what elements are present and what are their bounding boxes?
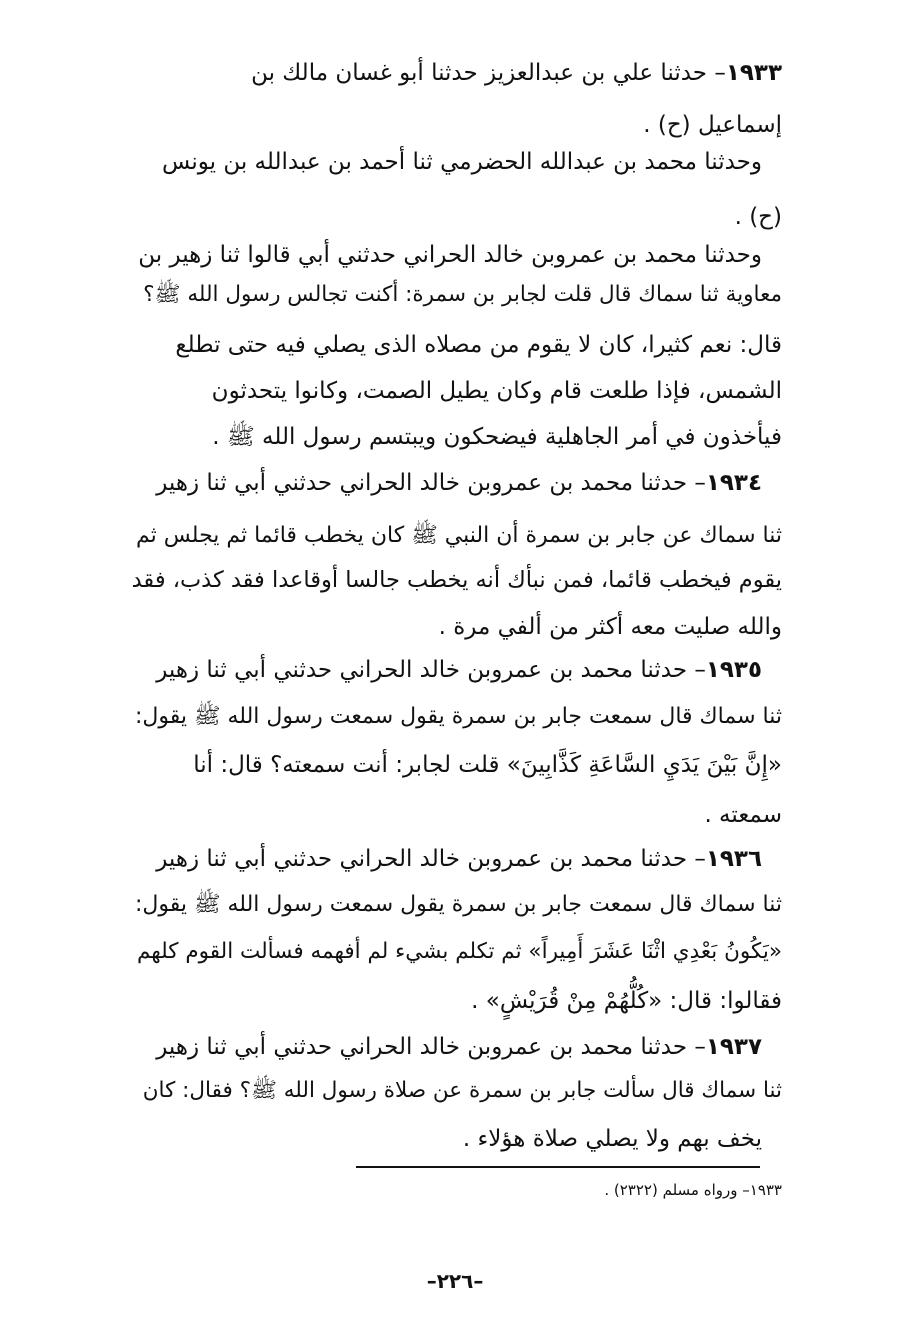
hadith-1934-line-3: يقوم فيخطب قائما، فمن نبأك أنه يخطب جالسا أوقاعدا فقد كذب، فقد: [131, 567, 782, 593]
hadith-1933-line-8: الشمس، فإذا طلعت قام وكان يطيل الصمت، وكانوا يتحدثون: [211, 378, 782, 404]
hadith-1937-line-2: ثنا سماك قال سألت جابر بن سمرة عن صلاة رسول الله ﷺ؟ فقال: كان: [142, 1078, 782, 1103]
hadith-text: – حدثنا محمد بن عمروبن خالد الحراني حدثني أبي ثنا زهير: [156, 657, 706, 683]
hadith-1936-line-3: «يَكُونُ بَعْدِي اثْنَا عَشَرَ أَمِيراً» ثم تكلم بشيء لم أفهمه فسألت القوم كلهم: [136, 939, 782, 964]
hadith-number-1933: ١٩٣٣: [725, 60, 782, 86]
hadith-1933-line-1: [251, 56, 782, 90]
hadith-1934-line-1: [156, 466, 762, 500]
hadith-1933-line-6: معاوية ثنا سماك قال قلت لجابر بن سمرة: أكنت تجالس رسول الله ﷺ؟: [143, 282, 782, 307]
hadith-1934-line-2: ثنا سماك عن جابر بن سمرة أن النبي ﷺ كان يخطب قائما ثم يجلس ثم: [135, 523, 782, 548]
hadith-text: – حدثنا علي بن عبدالعزيز حدثنا أبو غسان مالك بن: [251, 60, 726, 86]
hadith-1936-line-1: [156, 842, 762, 876]
hadith-text: – حدثنا محمد بن عمروبن خالد الحراني حدثني أبي ثنا زهير: [156, 846, 706, 872]
hadith-1933-line-5: وحدثنا محمد بن عمروبن خالد الحراني حدثني أبي قالوا ثنا زهير بن: [138, 242, 762, 268]
hadith-1935-line-4: سمعته .: [704, 802, 782, 828]
hadith-1936-line-2: ثنا سماك قال سمعت جابر بن سمرة يقول سمعت رسول الله ﷺ يقول:: [134, 892, 782, 917]
hadith-1935-line-1: [156, 653, 762, 687]
hadith-1937-line-1: [156, 1030, 762, 1064]
page-number: –٢٢٦–: [426, 1269, 484, 1293]
footnote: ١٩٣٣– ورواه مسلم (٢٣٢٢) .: [604, 1181, 782, 1199]
hadith-number-1934: ١٩٣٤: [705, 470, 762, 496]
hadith-1933-line-2: إسماعيل (ح) .: [643, 112, 782, 138]
hadith-1935-line-2: ثنا سماك قال سمعت جابر بن سمرة يقول سمعت رسول الله ﷺ يقول:: [134, 704, 782, 729]
hadith-1935-line-3: «إِنَّ بَيْنَ يَدَيِ السَّاعَةِ كَذَّابِينَ» قلت لجابر: أنت سمعته؟ قال: أنا: [193, 752, 782, 778]
hadith-1937-line-3: يخف بهم ولا يصلي صلاة هؤلاء .: [462, 1126, 762, 1152]
hadith-number-1935: ١٩٣٥: [705, 657, 762, 683]
hadith-number-1937: ١٩٣٧: [705, 1034, 762, 1060]
hadith-number-1936: ١٩٣٦: [705, 846, 762, 872]
hadith-text: – حدثنا محمد بن عمروبن خالد الحراني حدثني أبي ثنا زهير: [156, 470, 706, 496]
hadith-1933-line-4: (ح) .: [734, 204, 782, 230]
hadith-text: – حدثنا محمد بن عمروبن خالد الحراني حدثني أبي ثنا زهير: [156, 1034, 706, 1060]
hadith-1934-line-4: والله صليت معه أكثر من ألفي مرة .: [438, 614, 782, 640]
hadith-1933-line-9: فيأخذون في أمر الجاهلية فيضحكون ويبتسم رسول الله ﷺ .: [212, 424, 782, 450]
hadith-1936-line-4: فقالوا: قال: «كُلُّهُمْ مِنْ قُرَيْشٍ» .: [471, 988, 782, 1014]
hadith-1933-line-3: وحدثنا محمد بن عبدالله الحضرمي ثنا أحمد بن عبدالله بن يونس: [162, 149, 762, 175]
hadith-1933-line-7: قال: نعم كثيرا، كان لا يقوم من مصلاه الذى يصلي فيه حتى تطلع: [175, 332, 782, 358]
footnote-separator: [356, 1166, 760, 1168]
